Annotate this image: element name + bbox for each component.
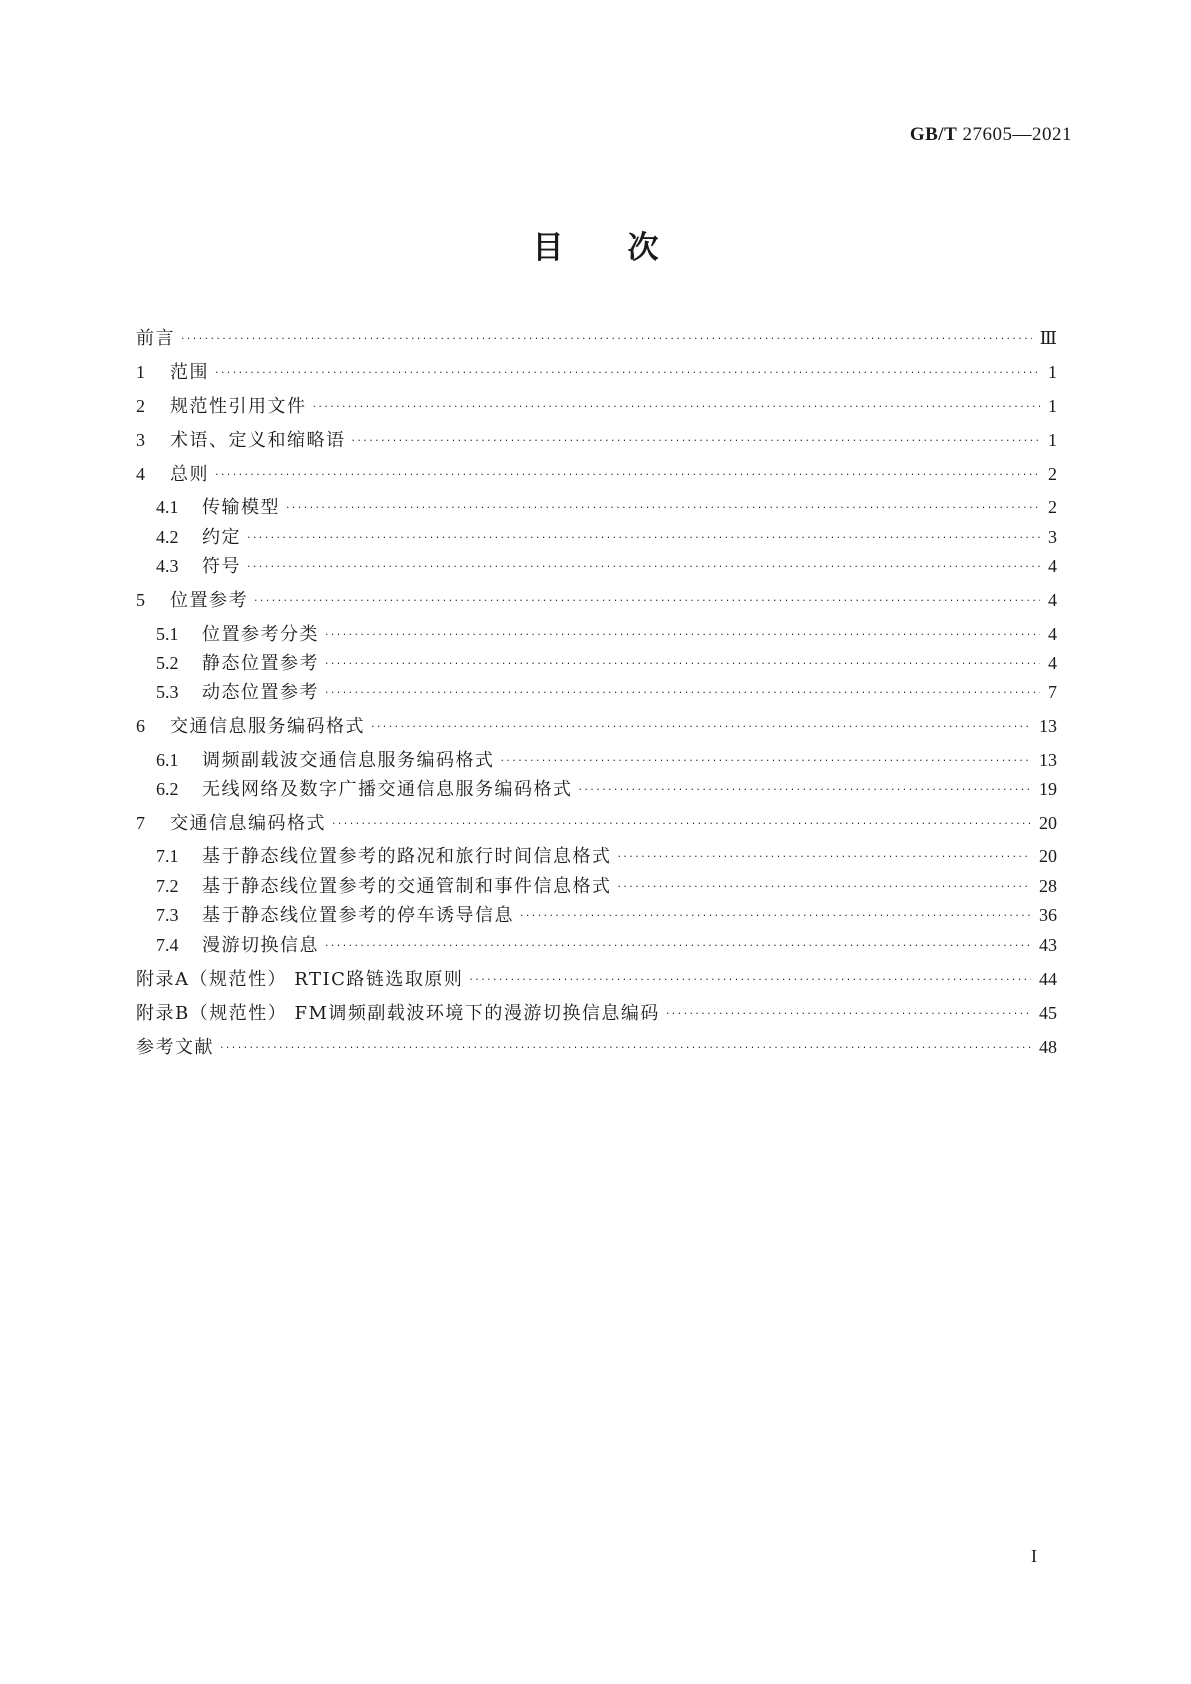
toc-entry-number: 6	[136, 716, 145, 736]
toc-entry-label: 前言	[136, 328, 175, 349]
toc-entry-page: 7	[1048, 682, 1057, 702]
toc-leader-dots	[215, 462, 1040, 488]
toc-entry-page: 4	[1048, 556, 1057, 576]
toc-entry[interactable]	[136, 461, 1057, 487]
toc-entry[interactable]	[156, 524, 1057, 550]
toc-entry-page: 19	[1039, 779, 1057, 799]
toc-entry-label: 调频副载波交通信息服务编码格式	[202, 750, 495, 771]
toc-entry-label: 交通信息编码格式	[170, 813, 326, 834]
toc-entry[interactable]	[156, 650, 1057, 676]
toc-leader-dots	[371, 714, 1031, 740]
toc-entry-number: 5.2	[156, 653, 179, 673]
toc-leader-dots	[325, 933, 1031, 959]
toc-leader-dots	[352, 428, 1041, 454]
toc-entry-label: 无线网络及数字广播交通信息服务编码格式	[202, 779, 573, 800]
toc-entry[interactable]	[156, 621, 1057, 647]
toc-entry[interactable]	[136, 810, 1057, 836]
toc-entry-page: 45	[1039, 1003, 1057, 1023]
toc-leader-dots	[254, 588, 1040, 614]
title-char-2: 次	[627, 230, 659, 266]
toc-entry-page: 13	[1039, 716, 1057, 736]
toc-entry-label: 基于静态线位置参考的路况和旅行时间信息格式	[202, 846, 612, 867]
toc-entry[interactable]	[136, 1034, 1057, 1060]
toc-leader-dots	[247, 554, 1040, 580]
toc-entry-page: 1	[1048, 430, 1057, 450]
toc-entry[interactable]	[136, 325, 1057, 351]
toc-entry-label: 约定	[202, 527, 241, 548]
toc-entry[interactable]	[156, 553, 1057, 579]
toc-leader-dots	[666, 1001, 1031, 1027]
toc-entry-number: 4.2	[156, 527, 179, 547]
toc-entry-page: 48	[1039, 1037, 1057, 1057]
toc-leader-dots	[325, 651, 1040, 677]
title-char-1: 目	[532, 230, 564, 266]
toc-leader-dots	[215, 360, 1040, 386]
toc-entry[interactable]	[156, 776, 1057, 802]
toc-leader-dots	[501, 748, 1032, 774]
page-number: I	[1031, 1546, 1037, 1566]
toc-entry-label: 传输模型	[202, 497, 280, 518]
toc-entry-number: 5	[136, 590, 145, 610]
toc-leader-dots	[325, 622, 1040, 648]
toc-entry-label: 动态位置参考	[202, 682, 319, 703]
toc-entry[interactable]	[156, 747, 1057, 773]
toc-entry-page: 1	[1048, 396, 1057, 416]
toc-entry-number: 7	[136, 813, 145, 833]
toc-entry-label: 位置参考分类	[202, 624, 319, 645]
toc-entry-page: 36	[1039, 905, 1057, 925]
toc-leader-dots	[520, 903, 1031, 929]
standard-code: GB/T	[909, 124, 958, 145]
toc-entry-page: 3	[1048, 527, 1057, 547]
toc-entry-page: 1	[1048, 362, 1057, 382]
toc-entry-label: 位置参考	[170, 590, 248, 611]
toc-entry-label: 附录A（规范性） RTIC路链选取原则	[136, 969, 464, 990]
toc-entry-page: 43	[1039, 935, 1057, 955]
toc-entry-label: 术语、定义和缩略语	[170, 430, 346, 451]
toc-entry-page: 4	[1048, 590, 1057, 610]
toc-entry[interactable]	[136, 427, 1057, 453]
toc-entry[interactable]	[156, 932, 1057, 958]
toc-entry[interactable]	[136, 966, 1057, 992]
toc-entry[interactable]	[136, 587, 1057, 613]
toc-entry-number: 7.4	[156, 935, 179, 955]
standard-number	[910, 124, 1072, 146]
toc-leader-dots	[618, 844, 1032, 870]
page-title	[0, 222, 1191, 267]
toc-entry-number: 5.1	[156, 624, 179, 644]
toc-entry-page: 20	[1039, 813, 1057, 833]
toc-entry-label: 符号	[202, 556, 241, 577]
toc-entry[interactable]	[136, 359, 1057, 385]
toc-leader-dots	[181, 326, 1032, 352]
toc-entry[interactable]	[136, 1000, 1057, 1026]
toc-entry-number: 6.2	[156, 779, 179, 799]
toc-entry[interactable]	[156, 494, 1057, 520]
toc-entry-page: 4	[1048, 653, 1057, 673]
toc-entry-label: 基于静态线位置参考的停车诱导信息	[202, 905, 514, 926]
toc-leader-dots	[247, 525, 1040, 551]
toc-entry-number: 7.2	[156, 876, 179, 896]
toc-entry-page: 2	[1048, 497, 1057, 517]
toc-entry-page: 4	[1048, 624, 1057, 644]
toc-entry-page: 20	[1039, 846, 1057, 866]
toc-entry[interactable]	[136, 713, 1057, 739]
toc-leader-dots	[618, 874, 1032, 900]
toc-entry-number: 3	[136, 430, 145, 450]
toc-leader-dots	[313, 394, 1041, 420]
toc-leader-dots	[332, 811, 1031, 837]
toc-entry[interactable]	[156, 679, 1057, 705]
toc-entry-label: 规范性引用文件	[170, 396, 307, 417]
toc-entry-number: 6.1	[156, 750, 179, 770]
toc-leader-dots	[286, 495, 1040, 521]
toc-entry-number: 5.3	[156, 682, 179, 702]
toc-entry-number: 4	[136, 464, 145, 484]
toc-entry[interactable]	[156, 843, 1057, 869]
toc-entry-label: 漫游切换信息	[202, 935, 319, 956]
toc-entry-page: 2	[1048, 464, 1057, 484]
toc-entry-number: 7.1	[156, 846, 179, 866]
toc-entry-page: Ⅲ	[1039, 328, 1057, 348]
standard-year-number: 27605—2021	[962, 124, 1072, 145]
toc-entry-page: 28	[1039, 876, 1057, 896]
toc-entry-label: 附录B（规范性） FM调频副载波环境下的漫游切换信息编码	[136, 1003, 660, 1024]
toc-entry-number: 7.3	[156, 905, 179, 925]
toc-entry-page: 44	[1039, 969, 1057, 989]
toc-entry-label: 参考文献	[136, 1037, 214, 1058]
toc-entry-label: 静态位置参考	[202, 653, 319, 674]
toc-leader-dots	[220, 1035, 1031, 1061]
toc-leader-dots	[579, 777, 1032, 803]
toc-entry-number: 1	[136, 362, 145, 382]
toc-entry-number: 4.1	[156, 497, 179, 517]
toc-leader-dots	[325, 680, 1040, 706]
toc-entry-page: 13	[1039, 750, 1057, 770]
toc-entry[interactable]	[136, 393, 1057, 419]
toc-entry[interactable]	[156, 873, 1057, 899]
toc-entry-label: 总则	[170, 464, 209, 485]
toc-entry-number: 2	[136, 396, 145, 416]
toc-entry-label: 交通信息服务编码格式	[170, 716, 365, 737]
toc-entry[interactable]	[156, 902, 1057, 928]
toc-leader-dots	[469, 967, 1031, 993]
toc-entry-label: 范围	[170, 362, 209, 383]
toc-entry-label: 基于静态线位置参考的交通管制和事件信息格式	[202, 876, 612, 897]
toc-entry-number: 4.3	[156, 556, 179, 576]
